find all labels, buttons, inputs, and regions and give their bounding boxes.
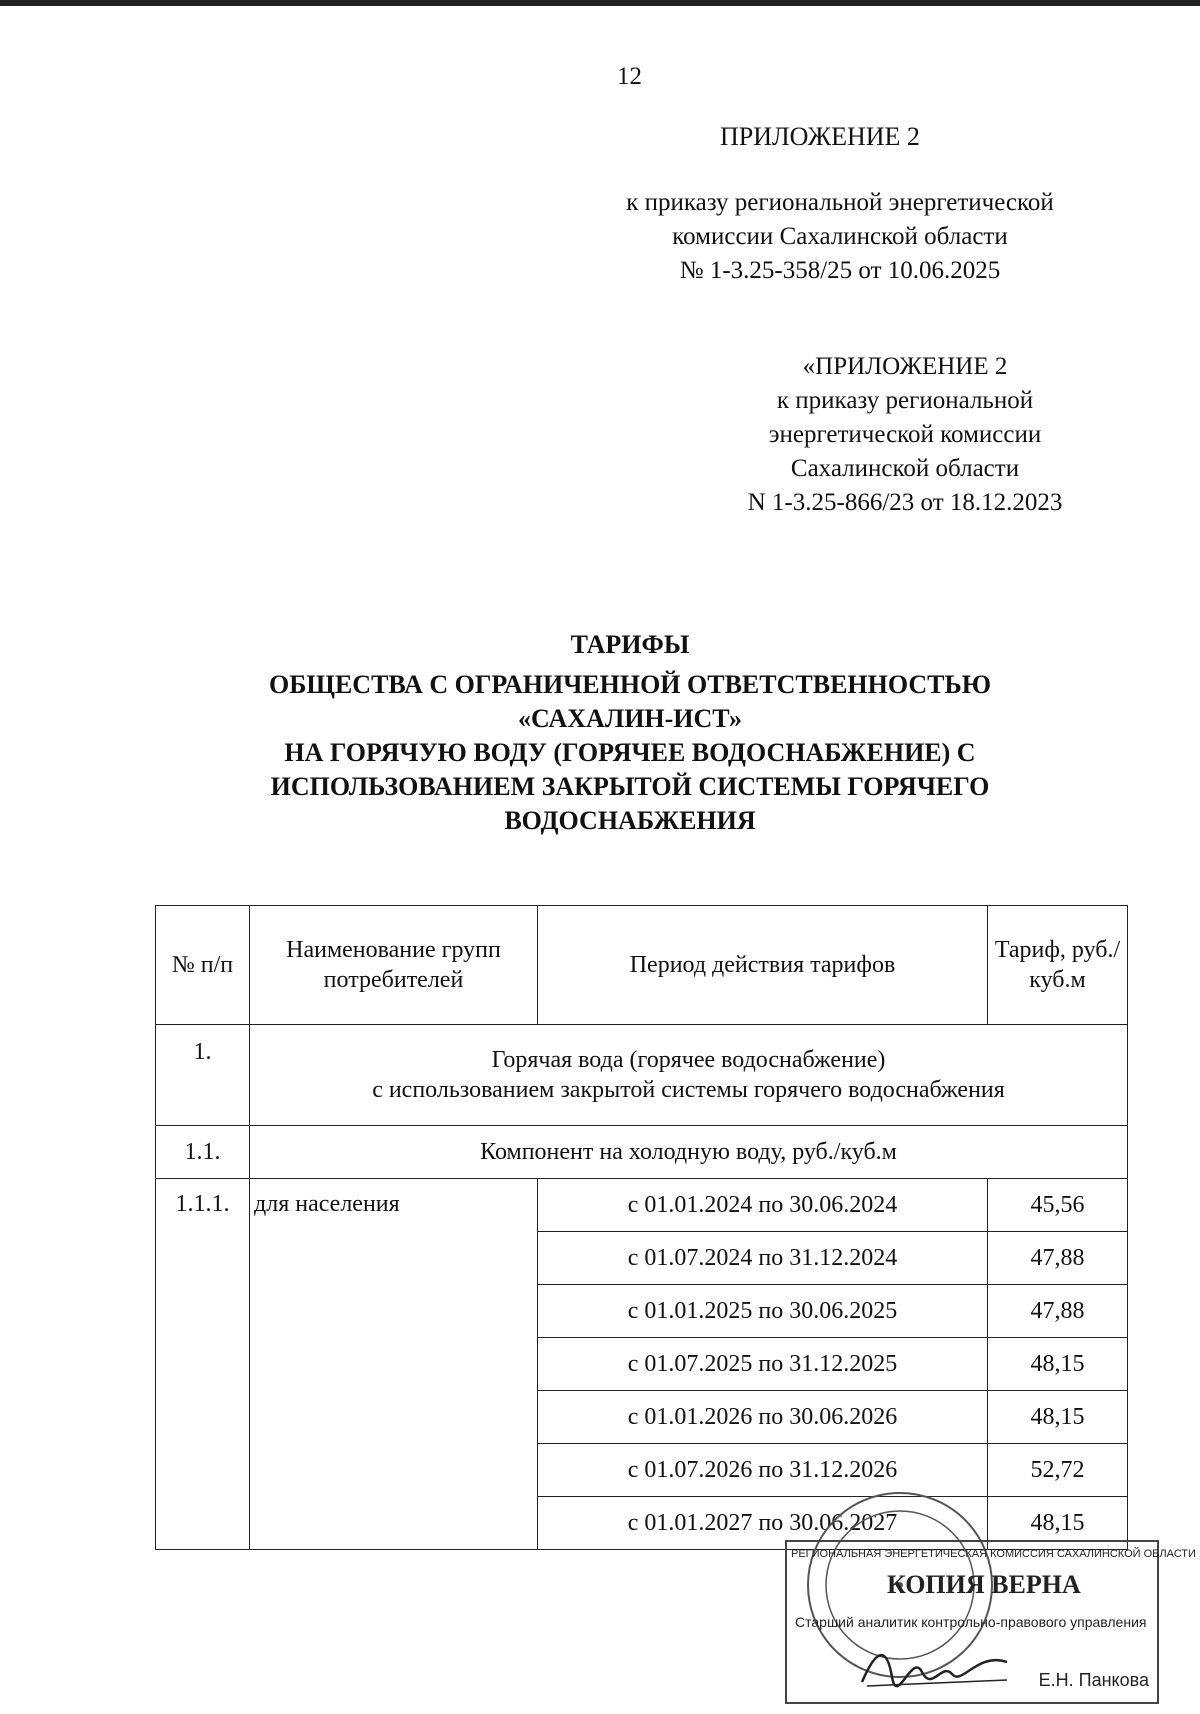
title-line: ОБЩЕСТВА С ОГРАНИЧЕННОЙ ОТВЕТСТВЕННОСТЬЮ: [268, 670, 991, 699]
tariff-cell: 52,72: [988, 1444, 1128, 1497]
tariff-cell: 48,15: [988, 1497, 1128, 1550]
title-line: ИСПОЛЬЗОВАНИЕМ ЗАКРЫТОЙ СИСТЕМЫ ГОРЯЧЕГО: [270, 772, 990, 801]
title-line: ТАРИФЫ: [570, 630, 690, 659]
top-scan-border: [0, 0, 1200, 6]
appendix-line: № 1-3.25-358/25 от 10.06.2025: [679, 257, 1001, 284]
table-row: [156, 1179, 1128, 1232]
tariff-cell: 47,88: [988, 1232, 1128, 1285]
appendix-order-reference: [560, 186, 1120, 288]
item-num: 1.1.1.: [156, 1179, 250, 1550]
appendix-title: ПРИЛОЖЕНИЕ 2: [720, 122, 920, 151]
stamp-main-text: КОПИЯ ВЕРНА: [887, 1570, 1081, 1599]
subsection-row: [156, 1126, 1128, 1179]
quoted-appendix-block: [700, 350, 1110, 520]
period-cell: с 01.01.2027 по 30.06.2027: [538, 1497, 988, 1550]
subsection-title: Компонент на холодную воду, руб./куб.м: [250, 1126, 1128, 1179]
page-number: 12: [617, 63, 642, 90]
header-period: Период действия тарифов: [538, 906, 988, 1025]
appendix-line: комиссии Сахалинской области: [672, 223, 1008, 250]
tariff-table: [155, 905, 1128, 1550]
tariff-cell: 47,88: [988, 1285, 1128, 1338]
section-title: [250, 1025, 1128, 1126]
appendix-line: к приказу региональной энергетической: [626, 189, 1054, 216]
period-cell: с 01.01.2024 по 30.06.2024: [538, 1179, 988, 1232]
stamp-role: Старший аналитик контрольно-правового управления: [795, 1614, 1147, 1630]
quoted-appendix-line: к приказу региональной: [776, 387, 1034, 414]
section-title-line: с использованием закрытой системы горячего водоснабжения: [372, 1077, 1005, 1103]
title-line: НА ГОРЯЧУЮ ВОДУ (ГОРЯЧЕЕ ВОДОСНАБЖЕНИЕ) С: [284, 738, 976, 767]
quoted-appendix-line: энергетической комиссии: [768, 421, 1042, 448]
stamp-organization: РЕГИОНАЛЬНАЯ ЭНЕРГЕТИЧЕСКАЯ КОМИССИЯ САХАЛИНСКОЙ ОБЛАСТИ: [791, 1548, 1196, 1560]
tariff-cell: 48,15: [988, 1338, 1128, 1391]
quoted-appendix-line: Сахалинской области: [790, 455, 1020, 482]
tariff-cell: 48,15: [988, 1391, 1128, 1444]
signature-icon: [857, 1642, 1017, 1692]
table-header-row: [156, 906, 1128, 1025]
consumer-group: для населения: [250, 1179, 538, 1550]
certified-copy-stamp: [785, 1540, 1196, 1704]
period-cell: с 01.07.2026 по 31.12.2026: [538, 1444, 988, 1497]
quoted-appendix-line: N 1-3.25-866/23 от 18.12.2023: [747, 489, 1063, 516]
period-cell: с 01.01.2026 по 30.06.2026: [538, 1391, 988, 1444]
section-row: [156, 1025, 1128, 1126]
header-num: № п/п: [156, 906, 250, 1025]
period-cell: с 01.07.2025 по 31.12.2025: [538, 1338, 988, 1391]
stamp-signer-name: Е.Н. Панкова: [1038, 1670, 1149, 1690]
period-cell: с 01.07.2024 по 31.12.2024: [538, 1232, 988, 1285]
document-title: [140, 628, 1120, 838]
tariff-cell: 45,56: [988, 1179, 1128, 1232]
section-title-line: Горячая вода (горячее водоснабжение): [491, 1047, 886, 1073]
header-tariff: Тариф, руб./куб.м: [988, 906, 1128, 1025]
title-line: ВОДОСНАБЖЕНИЯ: [504, 806, 756, 835]
header-group: Наименование групп потребителей: [250, 906, 538, 1025]
quoted-appendix-line: «ПРИЛОЖЕНИЕ 2: [802, 353, 1008, 380]
section-num: 1.: [156, 1025, 250, 1126]
title-line: «САХАЛИН-ИСТ»: [518, 704, 742, 733]
period-cell: с 01.01.2025 по 30.06.2025: [538, 1285, 988, 1338]
subsection-num: 1.1.: [156, 1126, 250, 1179]
